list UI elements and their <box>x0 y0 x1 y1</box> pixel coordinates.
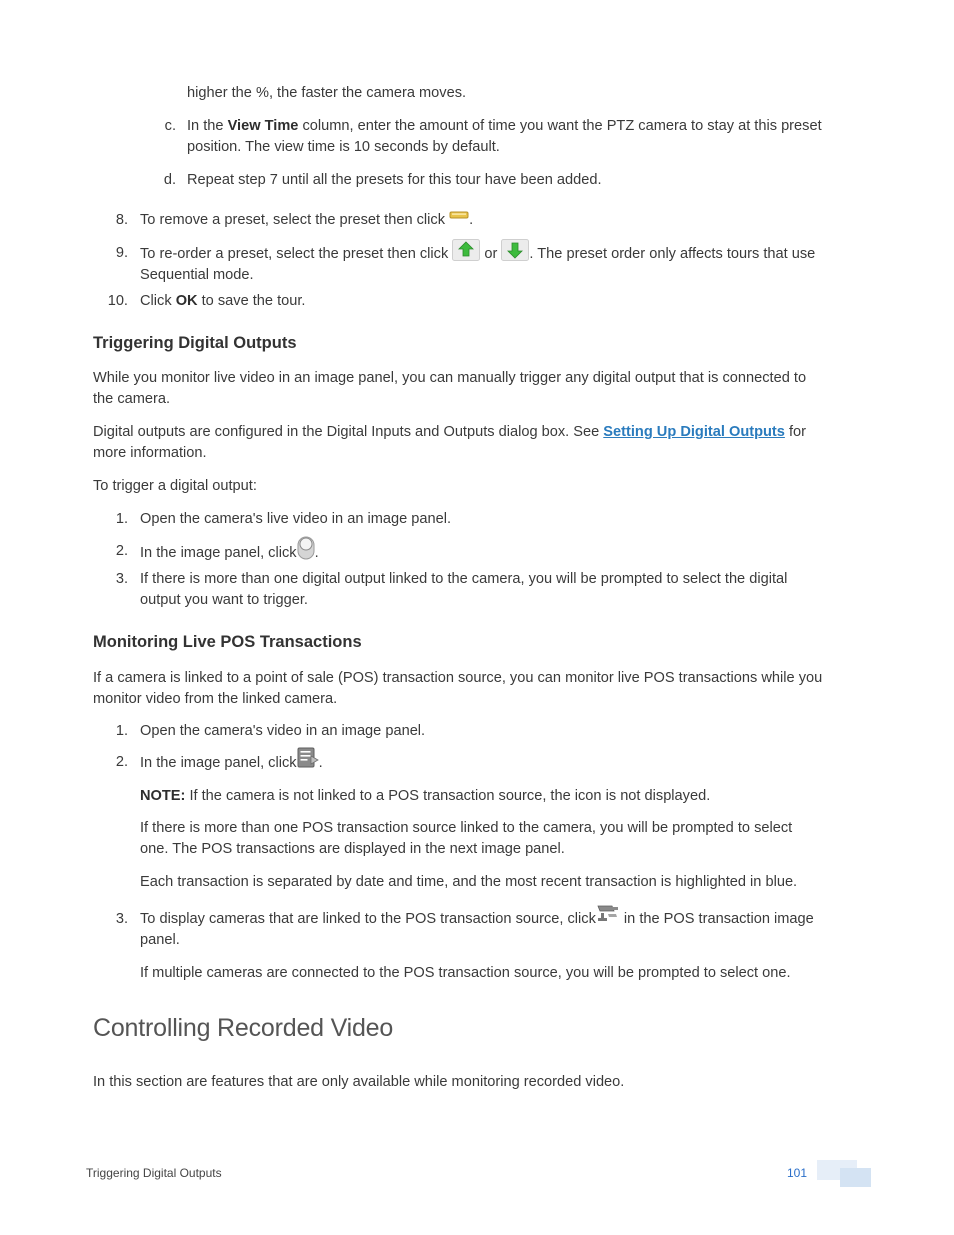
section1-p2-line2: more information. <box>93 445 207 461</box>
step-c-marker: c. <box>164 118 176 134</box>
step-10-pre: Click <box>140 293 176 309</box>
step-9-after: . The preset order only affects tours that use <box>529 245 816 262</box>
section2-p1-line2: monitor video from the linked camera. <box>93 691 338 707</box>
section2-p1-line1: If a camera is linked to a point of sale (POS) transaction source, you can monitor live POS transactions while you <box>93 670 823 686</box>
s1-step-3-line2: output you want to trigger. <box>140 592 308 608</box>
note-label: NOTE: <box>140 788 186 804</box>
step-c-line2: position. The view time is 10 seconds by default. <box>187 139 500 155</box>
step-9-label: To re-order a preset, select the preset then click <box>140 245 449 262</box>
s1-step-2-text <box>140 541 319 565</box>
step-c-pre: In the <box>187 118 228 134</box>
page-number: 101 <box>787 1166 808 1180</box>
step-9-or: or <box>484 245 498 262</box>
s2-step-2-marker: 2. <box>115 754 128 770</box>
s1-step-1-text: Open the camera's live video in an image panel. <box>140 511 452 527</box>
chapter-heading-controlling-recorded-video: Controlling Recorded Video <box>93 1014 394 1042</box>
s2-step-3-text <box>140 909 860 951</box>
section1-p2-pre: Digital outputs are configured in the Digital Inputs and Outputs dialog box. See <box>93 424 604 440</box>
s1-step-2-label: In the image panel, click <box>140 544 297 561</box>
s2-step-1-marker: 1. <box>115 723 128 739</box>
s2-sub-paragraph-3: If multiple cameras are connected to the POS transaction source, you will be prompted to select one. <box>140 965 791 981</box>
linked-cameras-icon <box>596 903 620 923</box>
digital-output-icon <box>297 536 315 560</box>
section2-paragraph-1 <box>93 668 873 710</box>
s2-step-2-label: In the image panel, click <box>140 754 297 771</box>
s1-step-3-line1: If there is more than one digital output linked to the camera, you will be prompted to select the digital <box>140 571 788 587</box>
s1-step-2-marker: 2. <box>115 543 128 559</box>
step-c-rest: column, enter the amount of time you want the PTZ camera to stay at this preset <box>298 118 822 134</box>
s2-step-2-after: . <box>318 754 323 771</box>
step-10-marker: 10. <box>107 293 128 309</box>
section1-paragraph-2 <box>93 422 863 464</box>
section1-paragraph-3: To trigger a digital output: <box>93 478 257 494</box>
s2-step-2-text <box>140 752 323 774</box>
section1-p1-line1: While you monitor live video in an image panel, you can manually trigger any digital output that is connected to <box>93 370 807 386</box>
step-9-text <box>140 243 860 286</box>
step-10-text <box>140 291 305 312</box>
section3-paragraph-1: In this section are features that are only available while monitoring recorded video. <box>93 1074 625 1090</box>
move-up-icon <box>452 239 480 261</box>
s2-sub1-line2: one. The POS transactions are displayed in the next image panel. <box>140 841 565 857</box>
remove-preset-icon <box>449 206 469 218</box>
step-d-marker: d. <box>163 172 176 188</box>
section-heading-monitoring-live-pos: Monitoring Live POS Transactions <box>93 633 362 651</box>
s2-step-3-marker: 3. <box>115 911 128 927</box>
step-8-after: . <box>469 212 474 228</box>
section-heading-triggering-digital-outputs: Triggering Digital Outputs <box>93 334 297 352</box>
step-8-text <box>140 210 473 231</box>
section1-p2-post: for <box>784 424 806 440</box>
move-down-icon <box>501 239 529 261</box>
setting-up-digital-outputs-link[interactable]: Setting Up Digital Outputs <box>603 424 785 440</box>
section1-paragraph-1 <box>93 368 863 410</box>
s2-sub-paragraph-1 <box>140 818 860 860</box>
s2-sub-paragraph-2: Each transaction is separated by date and time, and the most recent transaction is highlighted in blue. <box>140 874 798 890</box>
note <box>140 786 710 807</box>
s2-step-3-label: To display cameras that are linked to the POS transaction source, click <box>140 911 596 927</box>
step-10-bold: OK <box>175 293 198 309</box>
footer-decoration-block-2 <box>840 1168 871 1187</box>
step-b-continuation: higher the %, the faster the camera moves. <box>187 85 467 101</box>
step-c-bold: View Time <box>227 118 299 134</box>
step-d-text: Repeat step 7 until all the presets for this tour have been added. <box>187 172 602 188</box>
step-9-line2: Sequential mode. <box>140 267 254 283</box>
s1-step-2-after: . <box>314 544 319 561</box>
step-c-text <box>187 116 867 158</box>
s1-step-3-marker: 3. <box>115 571 128 587</box>
step-8-marker: 8. <box>115 212 128 228</box>
section1-p1-line2: the camera. <box>93 391 171 407</box>
step-8-label: To remove a preset, select the preset then click <box>140 212 445 228</box>
pos-transactions-icon <box>297 747 319 769</box>
s1-step-3-text <box>140 569 860 611</box>
step-10-post: to save the tour. <box>197 293 306 309</box>
footer-title: Triggering Digital Outputs <box>86 1166 222 1180</box>
s2-step-3-line2: panel. <box>140 932 180 948</box>
s1-step-1-marker: 1. <box>115 511 128 527</box>
s2-step-1-text: Open the camera's video in an image panel. <box>140 723 426 739</box>
s2-sub1-line1: If there is more than one POS transaction source linked to the camera, you will be prompted to select <box>140 820 793 836</box>
step-9-marker: 9. <box>115 245 128 261</box>
s2-step-3-after: in the POS transaction image <box>619 911 814 927</box>
note-text: If the camera is not linked to a POS transaction source, the icon is not displayed. <box>185 788 711 804</box>
